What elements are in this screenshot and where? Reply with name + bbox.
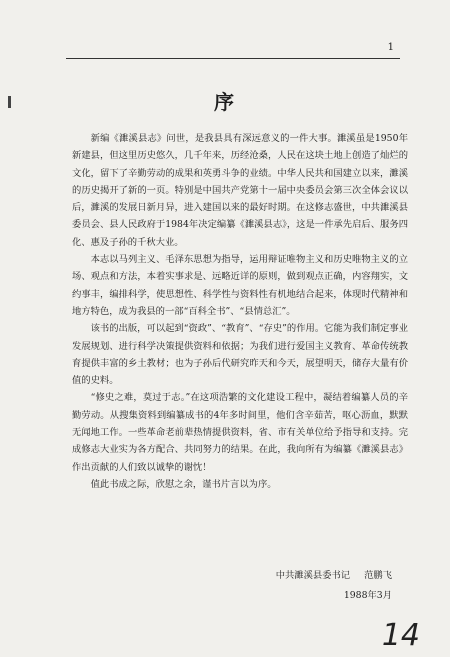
- header-rule: [66, 58, 400, 59]
- paragraph: 本志以马列主义、毛泽东思想为指导，运用辩证唯物主义和历史唯物主义的立场、观点和方法，本着实事求是、远略近详的原则，做到观点正确，内容翔实，文约事丰，编排科学，使思想性、科学性与资料性有机地结合起来，体现时代精神和地方特色，成为我县的一部“百科全书”、“县情总汇”。: [72, 254, 408, 317]
- page-title: 序: [214, 90, 236, 114]
- preface-body: [72, 130, 408, 493]
- paragraph: 该书的出版，可以起到“资政”、“教育”、“存史”的作用。它能为我们制定事业发展规划、进行科学决策提供资料和依据；为我们进行爱国主义教育、革命传统教育提供丰富的乡土教材；也为子孙后代研究昨天和今天，展望明天，储存大量有价值的史料。: [72, 323, 408, 387]
- signature-name: 范鹏飞: [364, 570, 392, 581]
- paragraph: “修史之难，莫过于志。”在这项浩繁的文化建设工程中，凝结着编纂人员的辛勤劳动。从搜集资料到编纂成书的4年多时间里，他们含辛茹苦，呕心沥血，默默无闻地工作。一些革命老前辈热情提供资料，省、市有关单位给予指导和支持。完成修志大业实为各方配合、共同努力的结果。在此，我向所有为编纂《濉溪县志》作出贡献的人们致以诚挚的谢忱！: [72, 392, 408, 473]
- signature-block: [276, 566, 392, 606]
- page-number: 1: [387, 42, 394, 53]
- paragraph: 值此书成之际，欣慰之余，谨书片言以为序。: [90, 478, 277, 490]
- signature-role: 中共濉溪县委书记: [275, 570, 351, 581]
- handwritten-page-mark: 14: [381, 618, 420, 653]
- signature-date: 1988年3月: [343, 590, 392, 601]
- paragraph: 新编《濉溪县志》问世，是我县具有深远意义的一件大事。濉溪虽是1950年新建县，但这里历史悠久，几千年来，历经沧桑，人民在这块土地上创造了灿烂的文化，留下了辛勤劳动的成果和英勇斗争的业绩。中华人民共和国建立以来，濉溪的历史揭开了新的一页。特别是中国共产党第十一届中央委员会第三次全体会议以后，濉溪的发展日新月异，进入建国以来的最好时期。在这修志盛世，中共濉溪县委员会、县人民政府于1984年决定编纂《濉溪县志》，这是一件承先启后、服务四化、惠及子孙的千秋大业。: [72, 133, 408, 248]
